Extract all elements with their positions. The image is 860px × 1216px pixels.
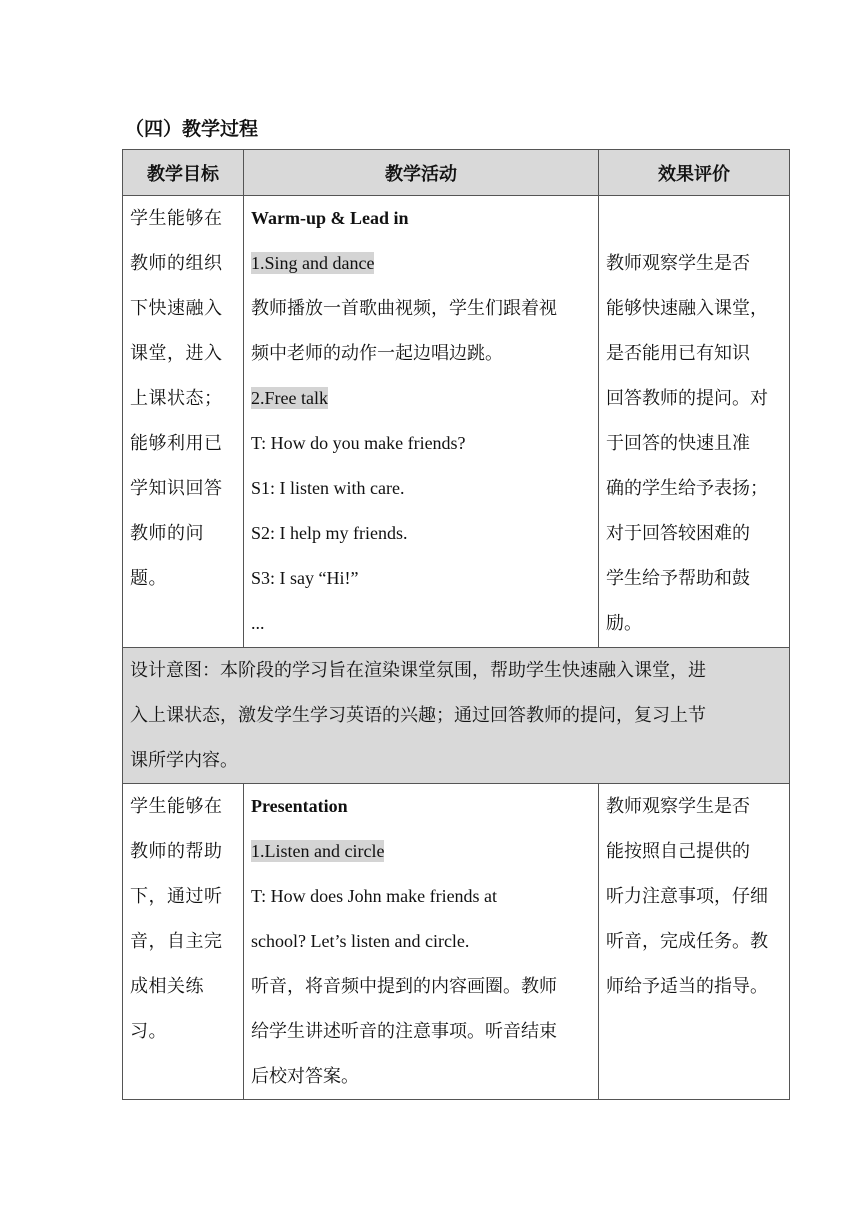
goal-line: 下，通过听 xyxy=(130,886,223,907)
evaluation-line: 对于回答较困难的 xyxy=(606,523,750,544)
goal-line: 教师的问 xyxy=(130,523,204,544)
dialogue-line: T: How do you make friends? xyxy=(251,433,466,453)
evaluation-line: 听力注意事项，仔细 xyxy=(606,886,768,907)
dialogue-line: ... xyxy=(251,613,265,633)
teaching-process-table xyxy=(122,149,790,1100)
header-evaluation: 效果评价 xyxy=(599,150,790,196)
activity-text: 教师播放一首歌曲视频，学生们跟着视 xyxy=(251,298,557,319)
step-label: 1.Sing and dance xyxy=(251,253,375,273)
dialogue-line: S1: I listen with care. xyxy=(251,478,405,498)
goal-line: 成相关练 xyxy=(130,976,204,997)
goal-cell xyxy=(123,196,244,648)
dialogue-line: S3: I say “Hi!” xyxy=(251,568,359,588)
goal-line: 能够利用已 xyxy=(130,433,223,454)
activity-title: Presentation xyxy=(251,796,348,816)
goal-line: 上课状态； xyxy=(130,388,223,409)
intent-line: 入上课状态，激发学生学习英语的兴趣；通过回答教师的提问，复习上节 xyxy=(130,705,706,726)
goal-line: 教师的帮助 xyxy=(130,841,223,862)
evaluation-line: 是否能用已有知识 xyxy=(606,343,750,364)
dialogue-line: school? Let’s listen and circle. xyxy=(251,931,470,951)
goal-line: 课堂，进入 xyxy=(130,343,223,364)
dialogue-line: S2: I help my friends. xyxy=(251,523,408,543)
evaluation-line: 励。 xyxy=(606,613,642,634)
intent-line: 设计意图：本阶段的学习旨在渲染课堂氛围，帮助学生快速融入课堂，进 xyxy=(130,660,706,681)
activity-text: 后校对答案。 xyxy=(251,1066,359,1087)
design-intent-cell xyxy=(123,648,790,784)
goal-line: 学生能够在 xyxy=(130,796,223,817)
goal-line: 学知识回答 xyxy=(130,478,223,499)
evaluation-cell xyxy=(599,784,790,1100)
step-label: 1.Listen and circle xyxy=(251,841,385,861)
header-activity: 教学活动 xyxy=(244,150,599,196)
evaluation-line: 教师观察学生是否 xyxy=(606,796,750,817)
evaluation-line: 能按照自己提供的 xyxy=(606,841,750,862)
activity-text: 给学生讲述听音的注意事项。听音结束 xyxy=(251,1021,557,1042)
activity-cell xyxy=(244,784,599,1100)
evaluation-line: 听音，完成任务。教 xyxy=(606,931,768,952)
dialogue-line: T: How does John make friends at xyxy=(251,886,498,906)
goal-line: 音，自主完 xyxy=(130,931,223,952)
activity-cell xyxy=(244,196,599,648)
evaluation-line: 于回答的快速且准 xyxy=(606,433,750,454)
table-row-design-intent xyxy=(123,648,790,784)
activity-text: 频中老师的动作一起边唱边跳。 xyxy=(251,343,503,364)
evaluation-line xyxy=(606,196,782,241)
step-label: 2.Free talk xyxy=(251,388,328,408)
intent-line: 课所学内容。 xyxy=(130,750,238,771)
evaluation-cell xyxy=(599,196,790,648)
evaluation-line: 师给予适当的指导。 xyxy=(606,976,768,997)
table-row-warmup xyxy=(123,196,790,648)
section-heading: （四）教学过程 xyxy=(125,118,259,140)
evaluation-line: 能够快速融入课堂， xyxy=(606,298,768,319)
goal-line: 教师的组织 xyxy=(130,253,223,274)
goal-line: 下快速融入 xyxy=(130,298,223,319)
activity-title: Warm-up & Lead in xyxy=(251,208,409,228)
header-goal: 教学目标 xyxy=(123,150,244,196)
evaluation-line: 确的学生给予表扬； xyxy=(606,478,768,499)
evaluation-line: 回答教师的提问。对 xyxy=(606,388,768,409)
goal-cell xyxy=(123,784,244,1100)
goal-line: 学生能够在 xyxy=(130,208,223,229)
activity-text: 听音，将音频中提到的内容画圈。教师 xyxy=(251,976,557,997)
evaluation-line: 教师观察学生是否 xyxy=(606,253,750,274)
table-header-row xyxy=(123,150,790,196)
goal-line: 题。 xyxy=(130,568,167,589)
goal-line: 习。 xyxy=(130,1021,167,1042)
table-row-presentation xyxy=(123,784,790,1100)
evaluation-line: 学生给予帮助和鼓 xyxy=(606,568,750,589)
